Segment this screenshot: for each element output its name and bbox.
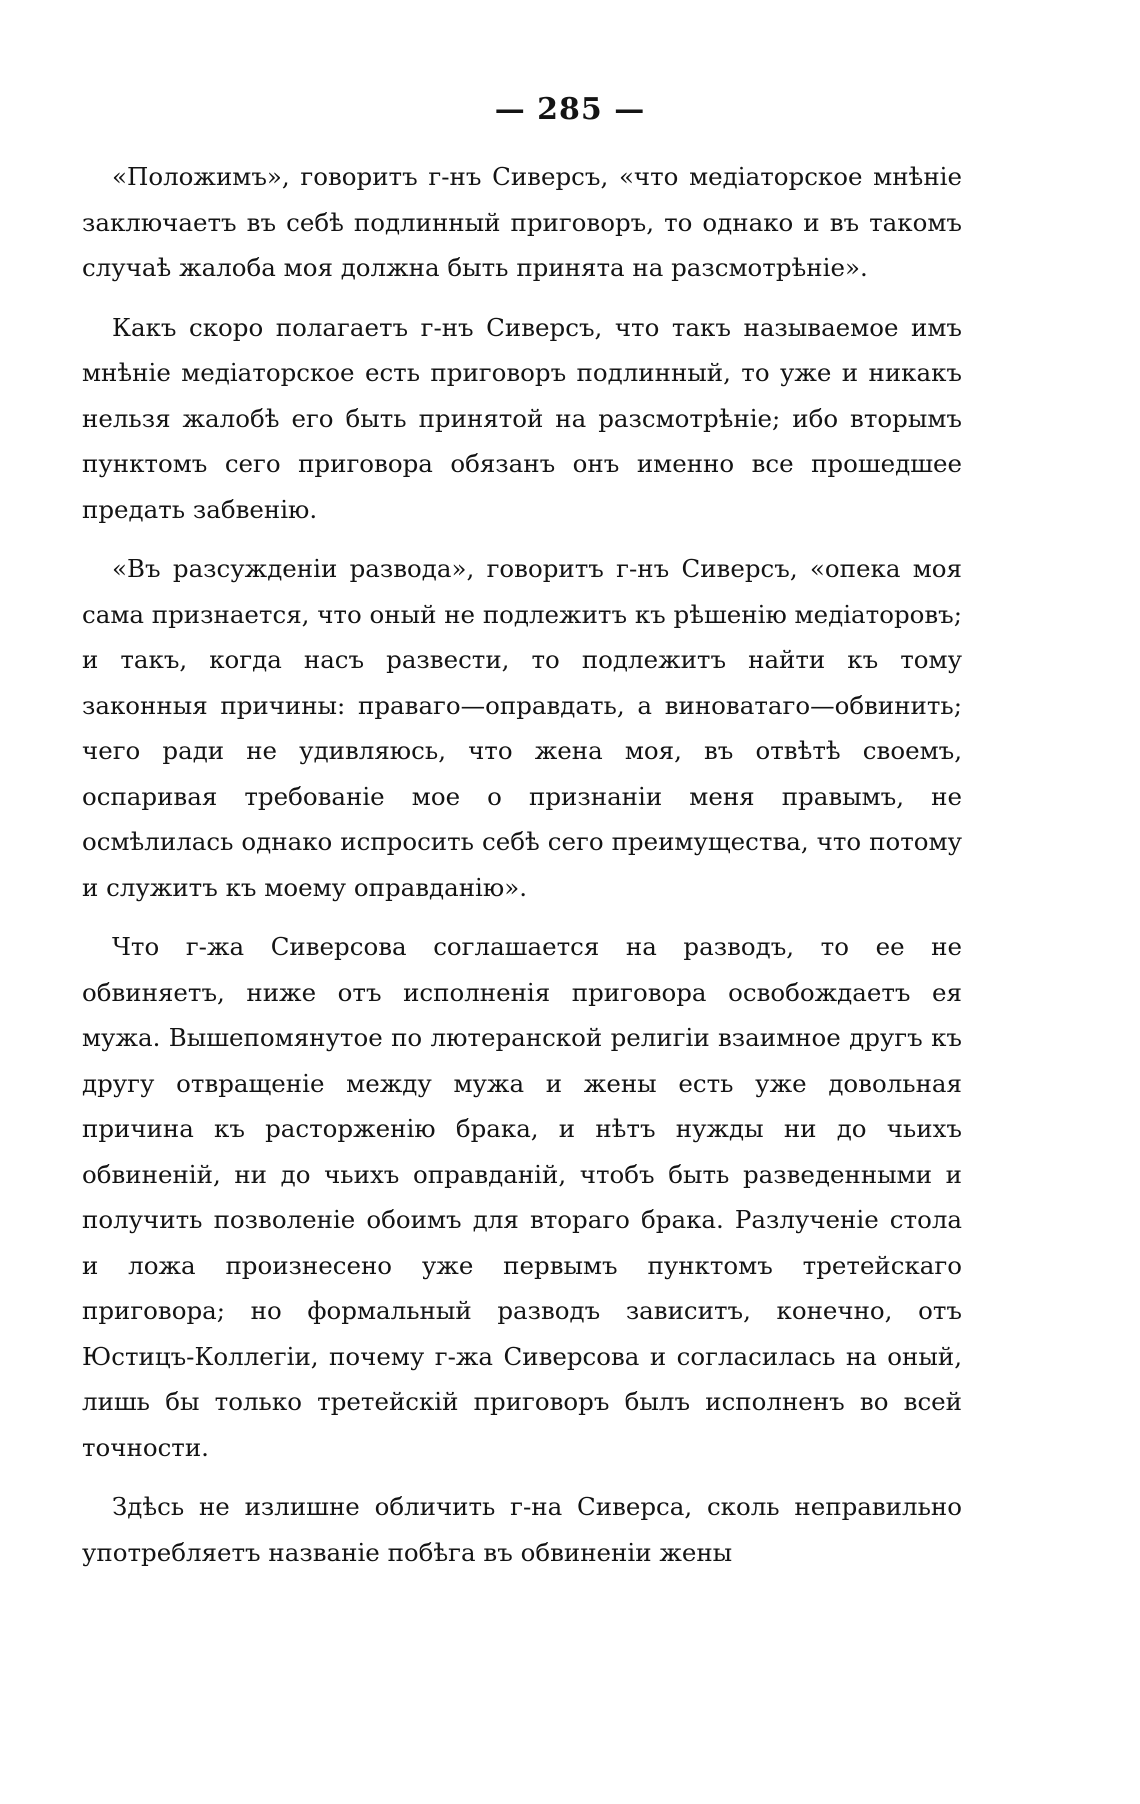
page-text — [82, 154, 962, 1575]
paragraph-2: Какъ скоро полагаетъ г-нъ Сиверсъ, что такъ называемое имъ мнѣніе медіаторское есть приговоръ подлинный, то уже и никакъ нельзя жалобѣ его быть принятой на разсмотрѣніе; ибо вторымъ пунктомъ сего приговора обязанъ онъ именно все прошедшее предать забвенію. — [82, 312, 962, 524]
paragraph-4: Что г-жа Сиверсова соглашается на разводъ, то ее не обвиняетъ, ниже отъ исполненія приговора освобождаетъ ея мужа. Вышепомянутое по лютеранской религіи взаимное другъ къ другу отвращеніе между мужа и жены есть уже довольная причина къ расторженію брака, и нѣтъ нужды ни до чьихъ обвиненій, ни до чьихъ оправданій, чтобъ быть разведенными и получить позволеніе обоимъ для втораго брака. Разлученіе стола и ложа произнесено уже первымъ пунктомъ третейскаго приговора; но формальный разводъ зависитъ, конечно, отъ Юстицъ-Коллегіи, почему г-жа Сиверсова и согласилась на оный, лишь бы только третейскій приговоръ былъ исполненъ во всей точности. — [82, 932, 962, 1462]
paragraph-5: Здѣсь не излишне обличить г-на Сиверса, сколь неправильно употребляетъ названіе побѣга въ обвиненіи жены — [82, 1492, 962, 1567]
page-number: — 285 — — [494, 92, 646, 127]
paragraph-1: «Положимъ», говоритъ г-нъ Сиверсъ, «что медіаторское мнѣніе заключаетъ въ себѣ подлинный приговоръ, то однако и въ такомъ случаѣ жалоба моя должна быть принята на разсмотрѣніе». — [82, 162, 962, 282]
paragraph-3: «Въ разсужденіи развода», говоритъ г-нъ Сиверсъ, «опека моя сама признается, что оный не подлежитъ къ рѣшенію медіаторовъ; и такъ, когда насъ развести, то подлежитъ найти къ тому законныя причины: праваго—оправдать, а виноватаго—обвинить; чего ради не удивляюсь, что жена моя, въ отвѣтѣ своемъ, оспаривая требованіе мое о признаніи меня правымъ, не осмѣлилась однако испросить себѣ сего преимущества, что потому и служитъ къ моему оправданію». — [82, 554, 963, 902]
